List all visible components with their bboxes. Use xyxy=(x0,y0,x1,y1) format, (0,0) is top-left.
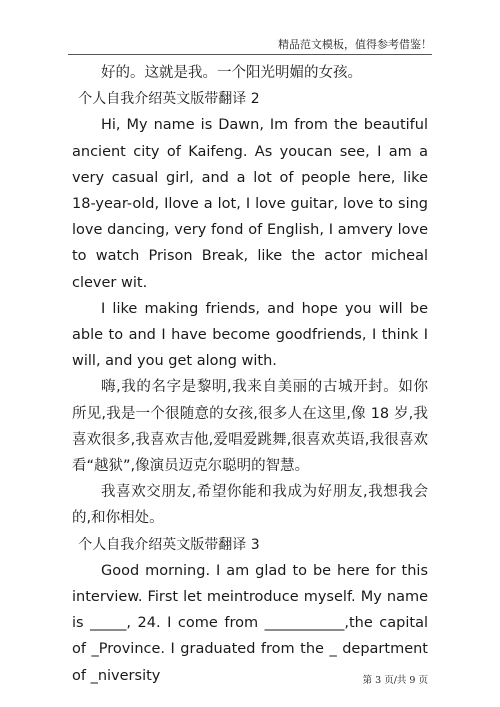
paragraph-english-intro: Hi, My name is Dawn, Im from the beautiful ancient city of Kaifeng. As youcan see, I am a very casual girl, and a lot of people here, like 18-year-old, Ilove a lot, I love guitar, love to sing love dancing, very fond of English, I amvery love to watch Prison Break, like the actor micheal clever wit. xyxy=(72,117,428,291)
paragraph-english-friends: I like making friends, and hope you will be able to and I have become goodfriends, I think I will, and you get along with. xyxy=(72,300,428,370)
document-body xyxy=(72,60,428,689)
header-text: 精品范文模板，值得参考借鉴！ xyxy=(278,38,432,51)
page-number: 第 3 页/共 9 页 xyxy=(362,675,428,686)
page-header xyxy=(68,38,432,55)
section-heading-2: 个人自我介绍英文版带翻译 2 xyxy=(78,91,260,108)
paragraph-interview-intro: Good morning. I am glad to be here for this interview. First let meintroduce myself. My name is _____, 24. I come from ___________,the capital of _Province. I graduated from the _ department of _niversity xyxy=(72,562,428,684)
paragraph-chinese-intro: 嗨,我的名字是黎明,我来自美丽的古城开封。如你所见,我是一个很随意的女孩,很多人在这里,像 18 岁,我喜欢很多,我喜欢吉他,爱唱爱跳舞,很喜欢英语,我很喜欢看“越狱”,像演员迈克尔聪明的智慧。 xyxy=(72,379,428,475)
section-heading-3: 个人自我介绍英文版带翻译 3 xyxy=(78,536,260,553)
paragraph-chinese-friends: 我喜欢交朋友,希望你能和我成为好朋友,我想我会的,和你相处。 xyxy=(72,484,428,527)
paragraph-closing-line: 好的。这就是我。一个阳光明媚的女孩。 xyxy=(101,65,362,81)
